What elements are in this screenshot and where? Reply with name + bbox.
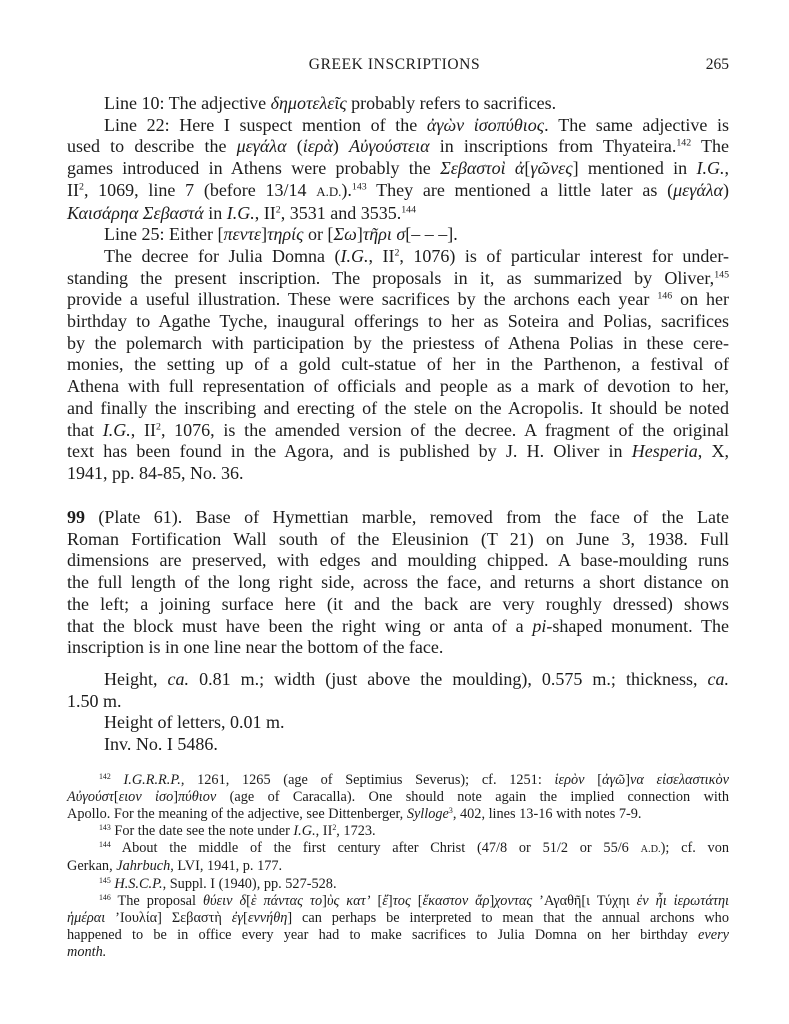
text-run: the full length of the long right side, across the face, and returns a short distance on <box>67 572 729 593</box>
text-run: [ <box>370 892 383 909</box>
text-run: , 1723. <box>336 823 376 840</box>
text-line <box>67 333 729 355</box>
text-run: , Suppl. I (1940), pp. 527-528. <box>162 875 337 892</box>
text-line <box>67 246 729 268</box>
text-run: ( <box>286 136 303 157</box>
paragraph <box>67 507 729 659</box>
text-run: Hesperia <box>631 441 698 462</box>
text-run: ἔ <box>382 892 388 909</box>
text-run: , 1069, line 7 (before 13/14 <box>83 179 317 200</box>
text-run: every <box>698 926 729 943</box>
text-run: , II <box>130 419 156 440</box>
text-run: Apollo. For the meaning of the adjective, see Dittenberger, <box>67 806 407 823</box>
text-run: in <box>203 202 227 223</box>
text-run: , <box>724 158 729 179</box>
text-run: [ <box>243 909 248 926</box>
text-line <box>67 180 729 203</box>
text-run: II <box>67 179 79 200</box>
footnote-reference: 143 <box>351 181 367 193</box>
paragraph <box>67 669 729 712</box>
text-run: pi <box>532 615 547 636</box>
text-run: ca. <box>167 669 190 689</box>
text-run: inscription is in one line near the bottom of the face. <box>67 637 444 658</box>
text-run: μεγάλα <box>673 179 724 200</box>
text-run: ); cf. von <box>660 840 729 857</box>
text-run: text has been found in the Agora, and is published by J. H. Oliver in <box>67 441 632 462</box>
text-run: ] <box>356 224 363 245</box>
catalogue-entry-99 <box>67 507 729 659</box>
text-line <box>67 203 729 225</box>
text-run: ] can perhaps be interpreted to mean that the annual archons who <box>287 909 729 926</box>
text-run: games introduced in Athens were probably the <box>67 158 441 179</box>
text-line <box>67 376 729 398</box>
text-line <box>67 441 729 463</box>
text-run: ] <box>387 892 393 909</box>
text-run: that the block must have been the right wing or anta of a <box>67 615 533 636</box>
text-line <box>67 806 729 823</box>
text-run: Roman Fortification Wall south of the Eleusinion (T 21) on June 3, 1938. Full <box>67 528 729 549</box>
text-run: Athena with full representation of officials and people as a mark of devotion to her, <box>67 376 729 397</box>
text-run: Line 25: Either [ <box>104 224 224 245</box>
text-run: on her <box>672 289 730 310</box>
footnote-reference: 2 <box>156 421 161 433</box>
text-run: , 1261, 1265 (age of Septimius Severus); cf. 1251: <box>180 772 555 788</box>
text-line <box>67 311 729 333</box>
text-run: ). <box>341 179 352 200</box>
text-run: ] mentioned in <box>572 158 697 179</box>
text-run: ἱερὸν <box>554 772 585 788</box>
footnote-reference: 146 <box>657 290 673 302</box>
footnote-reference: 3 <box>448 806 453 816</box>
text-run: Gerkan, <box>67 858 117 875</box>
text-run: , II <box>368 245 395 266</box>
text-line <box>67 224 729 246</box>
page-number: 265 <box>705 56 729 73</box>
text-run: , X, <box>697 441 730 462</box>
text-run: -shaped monument. The <box>546 615 729 636</box>
footnote <box>67 840 729 875</box>
text-run: [ <box>113 789 119 806</box>
text-run: [ <box>246 892 251 909</box>
text-line <box>67 158 729 180</box>
text-line <box>67 823 729 840</box>
text-run: τος <box>392 892 411 909</box>
text-run: About the middle of the first century after Christ (47/8 or 51/2 or 55/6 <box>110 840 641 857</box>
text-line <box>67 594 729 616</box>
text-run: month. <box>67 943 107 960</box>
text-run: used to describe the <box>67 136 237 157</box>
text-line <box>67 463 729 485</box>
footnote-reference: 142 <box>676 137 692 149</box>
text-run: probably refers to sacrifices. <box>346 93 557 113</box>
text-line <box>67 289 729 311</box>
text-run: ] <box>173 789 178 806</box>
text-run: A.D. <box>640 844 661 856</box>
text-run: ὲ πάντας το <box>250 892 323 909</box>
text-line <box>67 893 729 910</box>
text-run: , 1076, is the amended version of the decree. A fragment of the original <box>160 419 730 440</box>
measurements-section <box>67 669 729 756</box>
text-run: The <box>691 136 729 157</box>
text-run: , 402, lines 13-16 with notes 7-9. <box>452 806 642 823</box>
text-run: provide a useful illustration. These were sacrifices by the archons each year <box>67 289 658 310</box>
text-run: [ <box>410 892 423 909</box>
text-run: ἐγ <box>231 909 244 926</box>
paragraph <box>67 224 729 246</box>
text-run: Σεβαστοὶ ἀ <box>440 158 525 179</box>
text-run: A.D. <box>316 183 342 199</box>
text-run: monies, the setting up of a gold cult-statue of her in the Parthenon, a festival of <box>67 354 729 375</box>
text-run: ’Ιουλία] Σεβαστὴ <box>105 909 232 926</box>
text-run: birthday to Agathe Tyche, inaugural offerings to her as Soteira and Polias, sacrifices <box>67 311 729 332</box>
text-run: Line 22: Here I suspect mention of the <box>104 114 427 135</box>
text-run: I.G. <box>102 419 131 440</box>
text-run: ] <box>489 892 495 909</box>
text-line <box>67 840 729 858</box>
text-line <box>67 669 729 691</box>
text-run: I.G. <box>696 158 725 179</box>
text-run: I.G. <box>340 245 369 266</box>
text-line <box>67 876 729 893</box>
footnote-reference: 145 <box>714 269 729 281</box>
text-line <box>67 712 729 734</box>
paragraph <box>67 712 729 734</box>
text-run: ] <box>261 224 268 245</box>
text-run: Inv. No. I 5486. <box>104 734 218 755</box>
text-run: Sylloge <box>406 806 449 823</box>
text-run: the left; a joining surface here (it and the back are very roughly dressed) shows <box>67 593 729 614</box>
text-run: μεγάλα <box>236 136 287 157</box>
text-run: Height, <box>104 669 168 689</box>
text-line <box>67 115 729 137</box>
text-run: , II <box>315 823 333 840</box>
text-run: ἐν ἧι ἱερωτάτηι <box>636 892 730 909</box>
text-run: that <box>67 419 103 440</box>
text-run: τῆρι σ <box>362 224 406 245</box>
text-run: Αὐγούστ <box>67 789 114 806</box>
text-run: να εἰσελαστικὸν <box>629 772 730 788</box>
text-run: πεντε <box>223 224 262 245</box>
text-line <box>67 354 729 376</box>
text-run: Line 10: The adjective <box>104 93 271 113</box>
text-line <box>67 858 729 875</box>
running-header-title: GREEK INSCRIPTIONS <box>308 56 481 73</box>
text-line <box>67 910 729 927</box>
text-run: happened to be in office every year had to make sacrifices to Julia Domna on her birthday <box>67 926 699 943</box>
footnote-reference: 146 <box>99 892 111 902</box>
text-run: ’Αγαθῆ[ι Τύχηι <box>532 892 637 909</box>
text-run: ) <box>723 179 730 200</box>
text-run: by the polemarch with participation by the priestess of Athena Polias in these cere- <box>67 332 729 353</box>
footnote-reference: 142 <box>99 771 111 781</box>
text-run: in inscriptions from Thyateira. <box>429 136 677 157</box>
footnote <box>67 893 729 961</box>
footnote-reference: 143 <box>99 823 111 833</box>
text-run: [ <box>524 158 531 179</box>
text-run: , II <box>254 202 276 223</box>
text-run: ἕκαστον ἄρ <box>422 892 490 909</box>
text-run: 1.50 m. <box>67 690 122 711</box>
text-line <box>67 550 729 572</box>
paragraph <box>67 246 729 485</box>
entry-number: 99 <box>67 507 85 527</box>
text-run: H.S.C.P. <box>114 875 163 892</box>
text-line <box>67 789 729 806</box>
text-run: I.G. <box>226 202 255 223</box>
footnote-reference: 2 <box>394 247 400 259</box>
text-run: Height of letters, 0.01 m. <box>104 712 285 733</box>
text-line <box>67 734 729 756</box>
text-run <box>111 772 124 788</box>
footnote-reference: 144 <box>99 840 111 850</box>
text-run: ) <box>332 136 350 157</box>
paragraph <box>67 93 729 115</box>
footnote <box>67 876 729 893</box>
text-run: dimensions are preserved, with edges and moulding chipped. A base-moulding runs <box>67 550 729 571</box>
text-line <box>67 398 729 420</box>
text-line <box>67 507 729 529</box>
text-line <box>67 136 729 158</box>
text-run: τηρίς <box>267 224 304 245</box>
text-run: . The same adjective is <box>544 114 730 135</box>
text-run: 1941, pp. 84-85, No. 36. <box>67 462 244 483</box>
text-run: ἀγῶ <box>601 772 626 788</box>
text-run: The decree for Julia Domna ( <box>104 245 341 266</box>
text-run: δημοτελεῖς <box>270 93 347 113</box>
text-run: (age of Caracalla). One should note again the implied connection with <box>216 789 729 806</box>
text-run: θύειν δ <box>202 892 247 909</box>
paragraph <box>67 115 729 225</box>
footnote-reference: 2 <box>332 823 337 833</box>
text-run: They are mentioned a little later as ( <box>366 179 674 200</box>
text-run: , 3531 and 3535. <box>280 202 402 223</box>
text-line <box>67 691 729 713</box>
text-run: Jahrbuch <box>116 858 171 875</box>
text-run: πύθιον <box>178 789 217 806</box>
text-line <box>67 616 729 638</box>
text-run: ca. <box>707 669 729 689</box>
text-run: Αὐγούστεια <box>349 136 430 157</box>
text-run: ἱερὰ <box>302 136 333 157</box>
footnote-reference: 144 <box>401 204 417 216</box>
text-run: Σω <box>333 224 357 245</box>
paragraph <box>67 734 729 756</box>
text-run: The proposal <box>110 892 203 909</box>
text-run: ] <box>322 892 327 909</box>
text-line <box>67 927 729 944</box>
text-run: standing the present inscription. The proposals in it, as summarized by Oliver, <box>67 267 715 288</box>
text-run: εννήθη <box>247 909 288 926</box>
text-run: , 1076) is of particular interest for under- <box>399 245 729 266</box>
text-run: γῶνες <box>530 158 573 179</box>
text-run: Καισάρηα Σεβαστά <box>67 202 204 223</box>
text-run: χοντας <box>494 892 533 909</box>
text-run: I.G.R.R.P. <box>123 772 181 788</box>
text-line <box>67 572 729 594</box>
text-line <box>67 944 729 961</box>
footnotes-section <box>67 772 729 961</box>
footnote-reference: 2 <box>275 204 281 216</box>
text-line <box>67 420 729 442</box>
text-run: ] <box>625 772 630 788</box>
text-run: and finally the inscribing and erecting of the stele on the Acropolis. It should be noted <box>67 397 729 418</box>
text-run: ἡμέραι <box>67 909 106 926</box>
text-run: [ <box>584 772 602 788</box>
text-run: For the date see the note under <box>110 823 294 840</box>
text-run: ειον ἰσο <box>118 789 174 806</box>
text-run: ὺς κατ’ <box>326 892 371 909</box>
text-line <box>67 93 729 115</box>
text-line <box>67 772 729 789</box>
commentary-section <box>67 93 729 485</box>
text-line <box>67 268 729 290</box>
text-line <box>67 637 729 659</box>
footnote <box>67 772 729 823</box>
text-run: ἀγὼν ἰσοπύθιος <box>426 114 545 135</box>
text-line <box>67 529 729 551</box>
footnote-reference: 145 <box>99 875 111 885</box>
text-run: I.G. <box>293 823 316 840</box>
text-run: (Plate 61). Base of Hymettian marble, removed from the face of the Late <box>85 507 729 527</box>
text-run: 0.81 m.; width (just above the moulding), 0.575 m.; thickness, <box>189 669 708 689</box>
text-run: [– – –]. <box>405 224 458 245</box>
footnote-reference: 2 <box>79 181 84 193</box>
footnote <box>67 823 729 840</box>
text-run: or [ <box>303 224 334 245</box>
text-run: , LVI, 1941, p. 177. <box>170 858 283 875</box>
